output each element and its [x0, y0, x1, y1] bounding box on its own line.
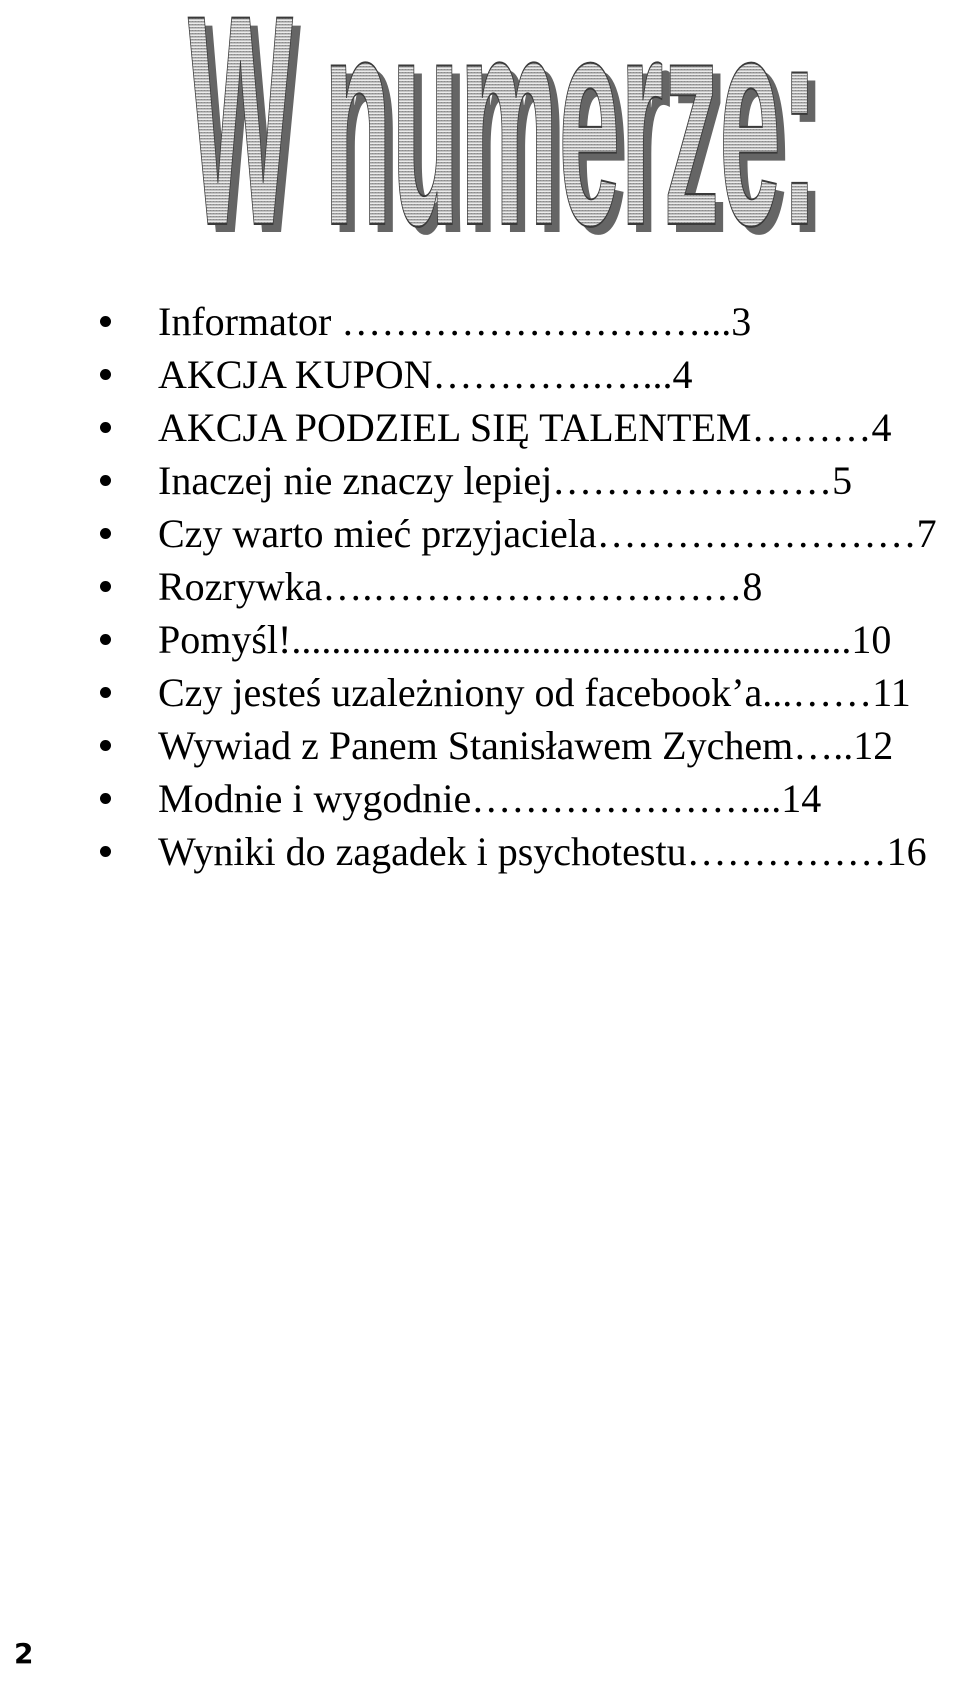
bullet-icon: [100, 687, 111, 698]
page-number: 2: [14, 1637, 34, 1670]
toc-entry[interactable]: [100, 825, 960, 878]
table-of-contents: [100, 295, 960, 878]
bullet-icon: [100, 422, 111, 433]
title-text: W numerze:: [188, 0, 818, 250]
bullet-icon: [100, 581, 111, 592]
toc-entry-text: Wyniki do zagadek i psychotestu……………16: [158, 829, 927, 874]
toc-entry-text: Inaczej nie znaczy lepiej…………………5: [158, 458, 853, 503]
title-wordart: [180, 0, 900, 250]
bullet-icon: [100, 369, 111, 380]
title-shadow: W numerze:: [196, 0, 826, 250]
bullet-icon: [100, 475, 111, 486]
toc-entry-text: Informator ………………………...3: [158, 299, 752, 344]
title-banner: [180, 0, 900, 250]
toc-entry-text: AKCJA PODZIEL SIĘ TALENTEM………4: [158, 405, 892, 450]
toc-entry[interactable]: [100, 666, 960, 719]
toc-entry[interactable]: [100, 719, 960, 772]
bullet-icon: [100, 793, 111, 804]
toc-entry[interactable]: [100, 772, 960, 825]
toc-entry-text: Pomyśl!........................................................10: [158, 617, 892, 662]
toc-entry-text: Rozrywka….………………….……8: [158, 564, 763, 609]
bullet-icon: [100, 740, 111, 751]
toc-entry[interactable]: [100, 454, 960, 507]
toc-entry[interactable]: [100, 295, 960, 348]
bullet-icon: [100, 528, 111, 539]
toc-entry-text: Modnie i wygodnie…………………...14: [158, 776, 822, 821]
bullet-icon: [100, 316, 111, 327]
toc-entry-text: Czy warto mieć przyjaciela……………………7: [158, 511, 937, 556]
toc-entry-text: Wywiad z Panem Stanisławem Zychem…..12: [158, 723, 894, 768]
toc-entry[interactable]: [100, 401, 960, 454]
toc-entry[interactable]: [100, 613, 960, 666]
toc-entry-text: Czy jesteś uzależniony od facebook’a...……11: [158, 670, 911, 715]
toc-entry[interactable]: [100, 507, 960, 560]
toc-entry[interactable]: [100, 348, 960, 401]
bullet-icon: [100, 846, 111, 857]
toc-entry-text: AKCJA KUPON………….…...4: [158, 352, 693, 397]
toc-entry[interactable]: [100, 560, 960, 613]
bullet-icon: [100, 634, 111, 645]
